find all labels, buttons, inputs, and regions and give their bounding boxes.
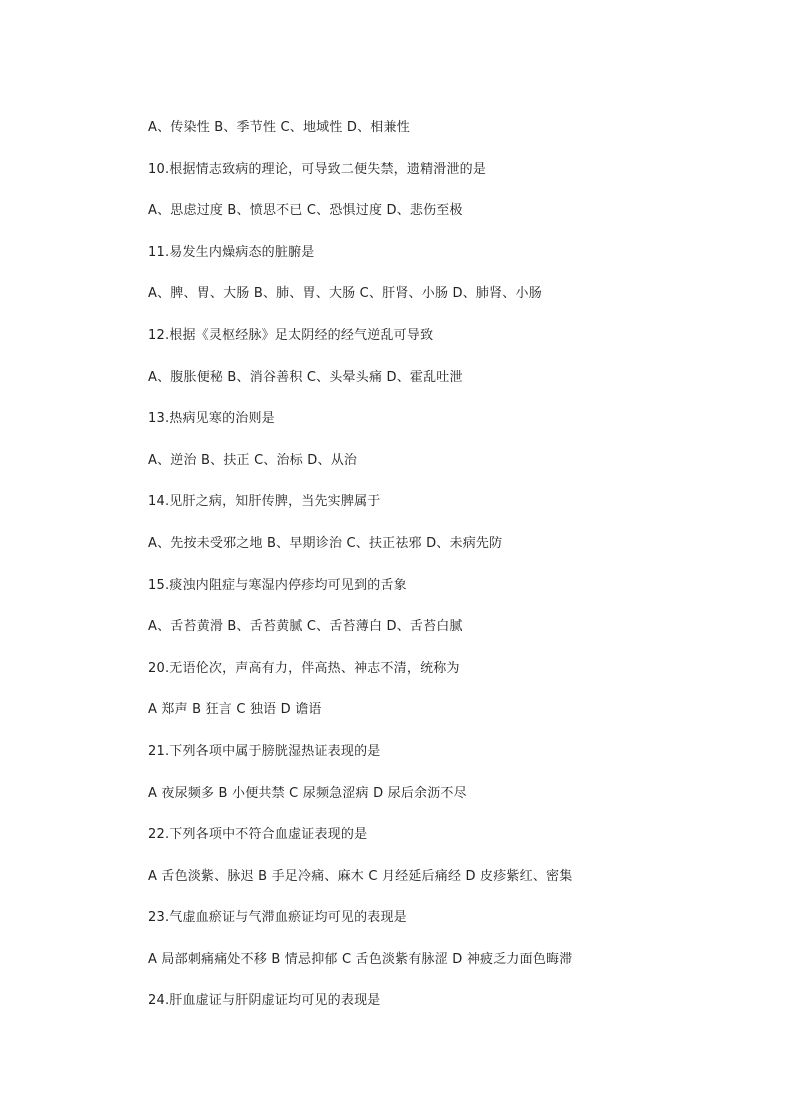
answer-options-12: A、腹胀便秘 B、消谷善积 C、头晕头痛 D、霍乱吐泄 (148, 369, 463, 385)
answer-options-23: A 局部刺痛痛处不移 B 情忌抑郁 C 舌色淡紫有脉涩 D 神疲乏力面色晦滞 (148, 951, 573, 967)
question-24: 24.肝血虚证与肝阴虚证均可见的表现是 (148, 993, 381, 1009)
question-11: 11.易发生内燥病态的脏腑是 (148, 244, 315, 260)
answer-options-11: A、脾、胃、大肠 B、肺、胃、大肠 C、肝肾、小肠 D、肺肾、小肠 (148, 286, 542, 302)
question-21: 21.下列各项中属于膀胱湿热证表现的是 (148, 743, 381, 759)
document-page (148, 118, 768, 1033)
answer-options-15: A、舌苔黄滑 B、舌苔黄腻 C、舌苔薄白 D、舌苔白腻 (148, 619, 463, 635)
answer-options-14: A、先按未受邪之地 B、早期诊治 C、扶正祛邪 D、未病先防 (148, 535, 503, 551)
answer-options-9: A、传染性 B、季节性 C、地域性 D、相兼性 (148, 120, 410, 135)
question-23: 23.气虚血瘀证与气滞血瘀证均可见的表现是 (148, 910, 407, 926)
answer-options-13: A、逆治 B、扶正 C、治标 D、从治 (148, 452, 358, 468)
answer-options-21: A 夜尿频多 B 小便共禁 C 尿频急涩病 D 尿后余沥不尽 (148, 785, 467, 801)
answer-options-10: A、思虑过度 B、愤思不已 C、恐惧过度 D、悲伤至极 (148, 203, 463, 219)
question-22: 22.下列各项中不符合血虚证表现的是 (148, 827, 368, 843)
question-14: 14.见肝之病，知肝传脾，当先实脾属于 (148, 494, 381, 510)
question-12: 12.根据《灵枢经脉》足太阴经的经气逆乱可导致 (148, 327, 434, 343)
question-10: 10.根据情志致病的理论，可导致二便失禁，遗精滑泄的是 (148, 161, 487, 177)
question-15: 15.痰浊内阻症与寒湿内停疹均可见到的舌象 (148, 577, 407, 593)
answer-options-20: A 郑声 B 狂言 C 独语 D 谵语 (148, 702, 322, 718)
question-13: 13.热病见寒的治则是 (148, 411, 275, 427)
answer-options-22: A 舌色淡紫、脉迟 B 手足冷痛、麻木 C 月经延后痛经 D 皮疹紫红、密集 (148, 868, 573, 884)
question-20: 20.无语伦次，声高有力，伴高热、神志不清，统称为 (148, 660, 460, 676)
